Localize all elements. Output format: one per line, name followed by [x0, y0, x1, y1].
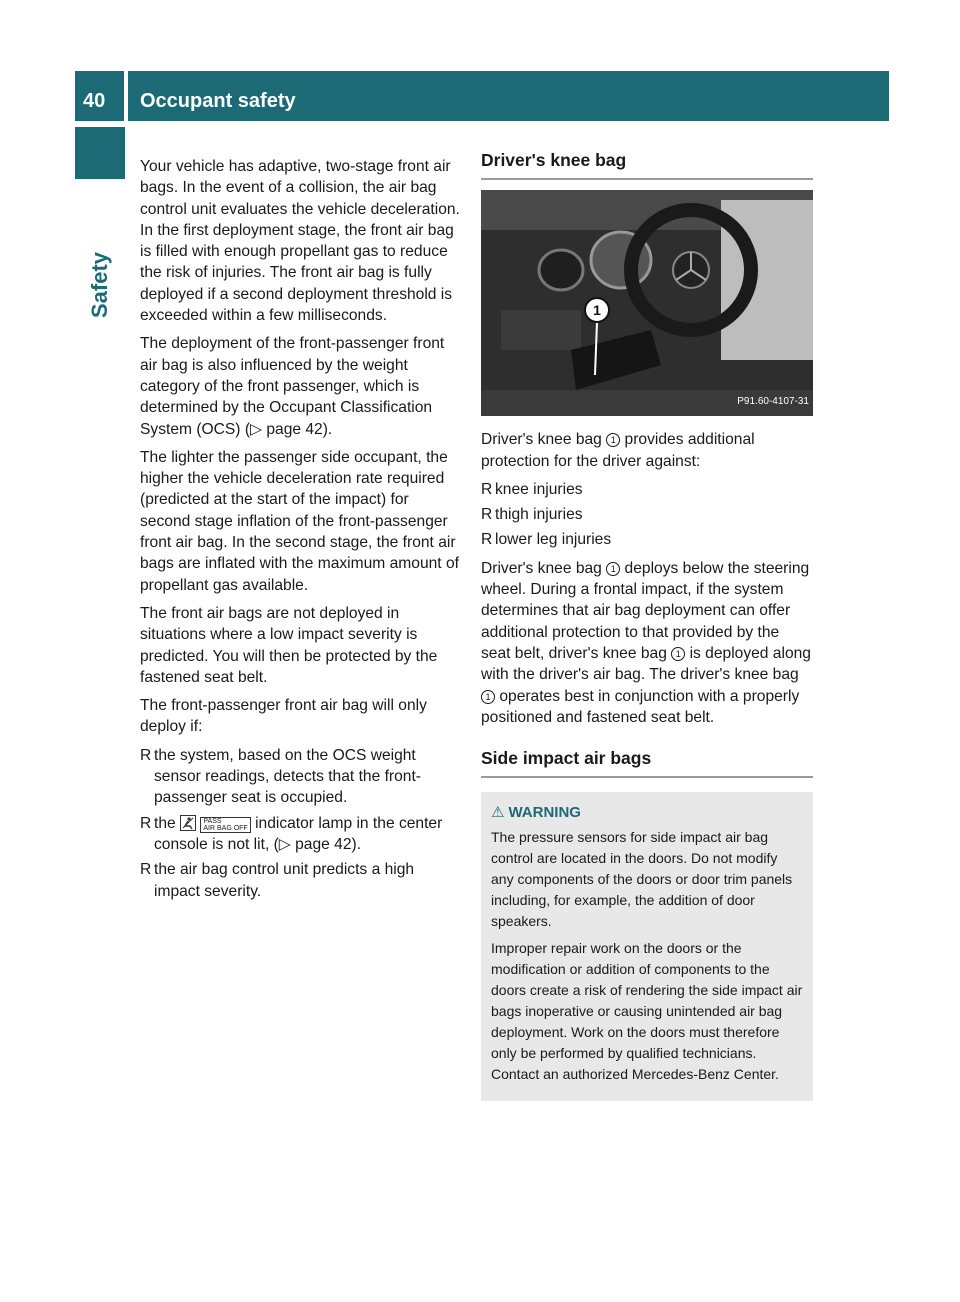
- paragraph: The front air bags are not deployed in situations where a low impact severity is predicted. You will then be protected by the fastened seat belt.: [140, 604, 438, 686]
- text-run: Driver's knee bag: [481, 431, 602, 449]
- list-item-text: the air bag control unit predicts a high impact severity.: [154, 861, 415, 900]
- warning-paragraph: Improper repair work on the doors or the modification or addition of components to the doors create a risk of rendering the side impact air bags inoperative or causing unintended air bag deployment. Work on the doors must therefore only be performed by qualified technicians. Contact an authorized Mercedes-Benz Center.: [491, 940, 803, 1083]
- bullet-mark: R: [140, 814, 152, 832]
- bullet-mark: R: [481, 480, 493, 498]
- side-airbags-heading: Side impact air bags: [481, 748, 813, 778]
- figure-code: P91.60-4107-31: [737, 396, 809, 407]
- list-item-prefix: the: [154, 814, 176, 832]
- paragraph: [481, 558, 813, 728]
- text-run: is deployed along with the driver's air bag. The driver's knee bag: [481, 644, 811, 684]
- list-item: [481, 529, 813, 550]
- list-item: [481, 479, 813, 500]
- header-separator: [124, 71, 128, 121]
- list-item-text: the system, based on the OCS weight sensor readings, detects that the front-passenger seat is occupied.: [154, 746, 421, 807]
- side-tab-label: Safety: [87, 251, 112, 319]
- list-item-text: lower leg injuries: [495, 531, 612, 549]
- list-item: [140, 813, 462, 856]
- left-column: [140, 156, 462, 909]
- paragraph: The deployment of the front-passenger front air bag is also influenced by the weight category of the front passenger, which is determined by the Occupant Classification System (OCS) (▷ page 42).: [140, 335, 445, 438]
- text-run: deploys below the steering wheel. During a frontal impact, if the system determines that air bag deployment can offer additional protection to that provided by the seat belt, driver's knee bag: [481, 559, 810, 662]
- warning-label: WARNING: [508, 804, 581, 822]
- warning-heading: [491, 802, 803, 823]
- bullet-mark: R: [140, 746, 152, 764]
- chapter-title: Occupant safety: [140, 90, 296, 112]
- page-number: 40: [83, 90, 106, 112]
- callout-1-icon: 1: [606, 562, 620, 576]
- list-item: [481, 504, 813, 525]
- list-item: [140, 859, 462, 902]
- knee-bag-heading: Driver's knee bag: [481, 150, 813, 180]
- callout-1-icon: 1: [481, 690, 495, 704]
- deploy-conditions-list: [140, 745, 462, 902]
- callout-1-icon: 1: [606, 433, 620, 447]
- bullet-mark: R: [481, 531, 493, 549]
- text-run: Driver's knee bag: [481, 559, 602, 577]
- svg-text:1: 1: [593, 302, 601, 319]
- list-item-text: indicator lamp in the center console is not lit, (▷ page 42).: [154, 814, 443, 853]
- paragraph: The front-passenger front air bag will only deploy if:: [140, 697, 427, 736]
- text-run: operates best in conjunction with a properly positioned and fastened seat belt.: [481, 687, 800, 726]
- warning-paragraph: The pressure sensors for side impact air bag control are located in the doors. Do not modify any components of the doors or door trim panels including, for example, the addition of door speakers.: [491, 829, 793, 930]
- seat-person-icon: [180, 815, 200, 832]
- dashboard-photo-illustration: [481, 190, 813, 416]
- lamp-top-text: PASS: [203, 817, 222, 825]
- callout-1-icon: 1: [671, 647, 685, 661]
- list-item: [140, 745, 462, 809]
- list-item-text: thigh injuries: [495, 506, 583, 524]
- warning-triangle-icon: ⚠: [491, 804, 505, 822]
- lamp-bottom-text: AIR BAG OFF: [203, 824, 248, 832]
- knee-injury-list: [481, 479, 813, 551]
- list-item-text: knee injuries: [495, 480, 583, 498]
- passenger-airbag-off-lamp-icon: [200, 817, 250, 833]
- paragraph: The lighter the passenger side occupant, the higher the vehicle deceleration rate required (predicted at the start of the impact) for second stage inflation of the front-passenger front air bag. In the second stage, the front air bags are inflated with the maximum amount of propellant gas available.: [140, 448, 459, 594]
- knee-bag-figure: [481, 190, 813, 416]
- paragraph: [481, 429, 813, 472]
- side-tab-block: [75, 127, 125, 179]
- bullet-mark: R: [481, 506, 493, 524]
- right-column: [481, 150, 813, 1101]
- paragraph: Your vehicle has adaptive, two-stage front air bags. In the event of a collision, the air bag control unit evaluates the vehicle deceleration. In the first deployment stage, the front air bag is filled with enough propellant gas to reduce the risk of injuries. The front air bag is fully deployed if a second deployment threshold is exceeded within a few milliseconds.: [140, 158, 460, 325]
- warning-box: [481, 792, 813, 1101]
- bullet-mark: R: [140, 861, 152, 879]
- side-tab: [75, 185, 125, 345]
- text-run: provides additional protection for the driver against:: [481, 431, 755, 470]
